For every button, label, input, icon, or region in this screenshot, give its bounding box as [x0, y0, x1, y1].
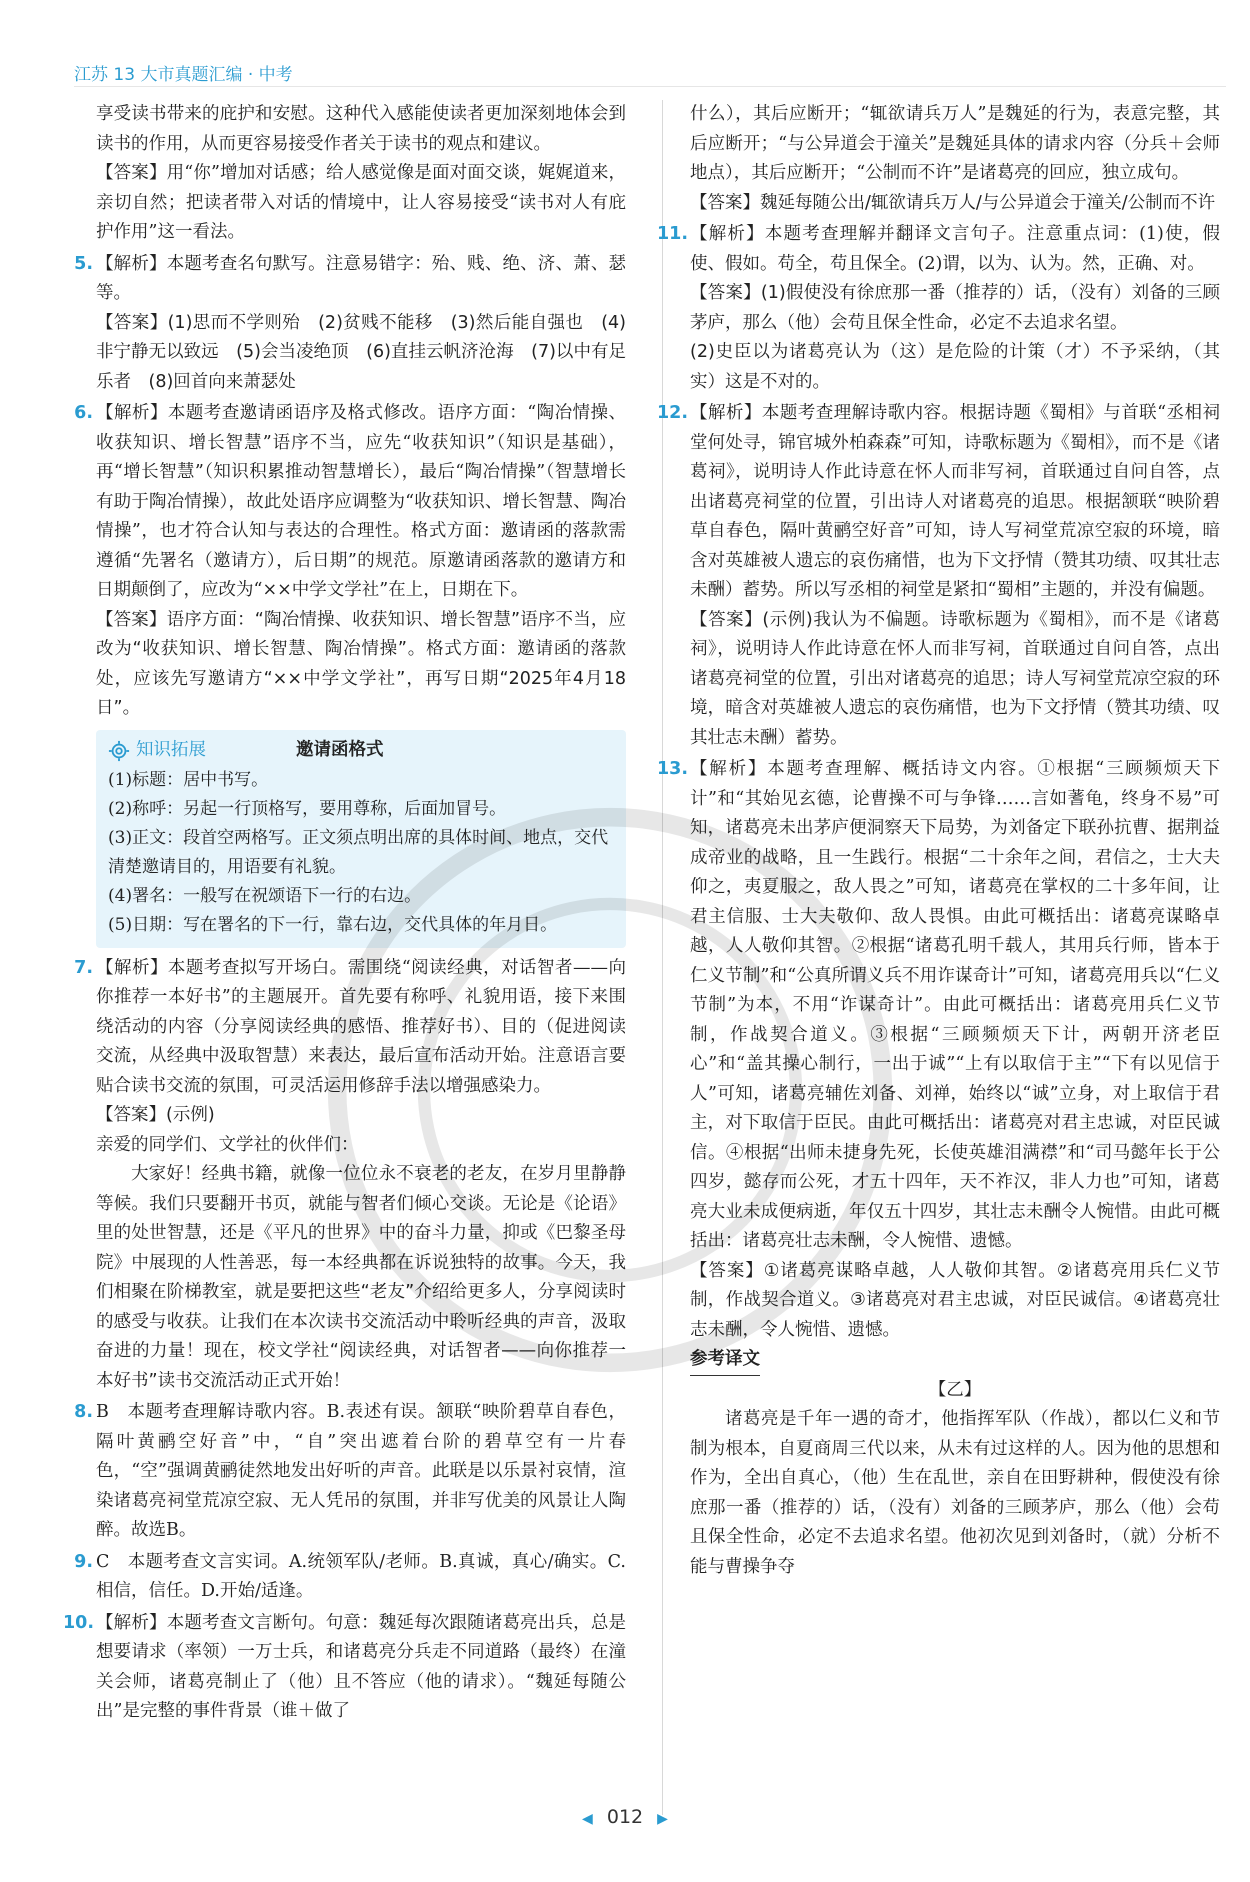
q7-body: 大家好！经典书籍，就像一位位永不衰老的老友，在岁月里静静等候。我们只要翻开书页，就能与智者们倾心交谈。无论是《论语》里的处世智慧，还是《平凡的世界》中的奋斗力量，抑或《巴黎圣母院》中展现的人性善恶，每一本经典都在诉说独特的故事。今天，我们相聚在阶梯教室，就是要把这些“老友”介绍给更多人，分享阅读时的感受与收获。让我们在本次读书交流活动中聆听经典的声音，汲取奋进的力量！现在，校文学社“阅读经典，对话智者——向你推荐一本好书”读书交流活动正式开始！	[96, 1164, 626, 1391]
question-number: 13.	[657, 759, 689, 779]
extension-line: (4)署名：一般写在祝颂语下一行的右边。	[108, 885, 422, 906]
q7-salutation: 亲爱的同学们、文学社的伙伴们：	[96, 1134, 359, 1155]
translation-text: 诸葛亮是千年一遇的奇才，他指挥军队（作战），都以仁义和节制为根本，自夏商周三代以来，从未有过这样的人。因为他的思想和作为，全出自真心，（他）生在乱世，亲自在田野耕种，假使没有徐庶那一番（推荐的）话，（没有）刘备的三顾茅庐，那么（他）会苟且保全性命，必定不去追求名望。他初次见到刘备时，（就）分析不能与曹操争夺	[690, 1409, 1220, 1577]
question-number: 8.	[74, 1402, 93, 1422]
question-8	[74, 1398, 626, 1546]
q10-text: 【解析】本题考查文言断句。句意：魏延每次跟随诸葛亮出兵，总是想要请求（率领）一万士兵，和诸葛亮分兵走不同道路（最终）在潼关会师，诸葛亮制止了（他）且不答应（他的请求）。“魏延每随公出”是完整的事件背景（谁＋做了	[96, 1612, 626, 1721]
extension-line: (1)标题：居中书写。	[108, 769, 269, 790]
question-number: 7.	[74, 957, 93, 978]
question-9	[74, 1548, 626, 1607]
question-number: 9.	[74, 1551, 93, 1572]
question-7	[74, 954, 626, 1397]
reference-translation	[690, 1345, 1220, 1582]
question-10	[63, 1609, 626, 1727]
extension-header	[108, 736, 616, 766]
question-number: 11.	[657, 224, 689, 244]
q12-analysis: 【解析】本题考查理解诗歌内容。根据诗题《蜀相》与首联“丞相祠堂何处寻，锦官城外柏森森”可知，诗歌标题为《蜀相》，而不是《诸葛祠》，说明诗人作此诗意在怀人而非写祠，首联通过自问自答，点出诸葛亮祠堂的位置，引出诗人对诸葛亮的追思。根据颔联“映阶碧草自春色，隔叶黄鹂空好音”可知，诗人写祠堂荒凉空寂的环境，暗含对英雄被人遗忘的哀伤痛惜，也为下文抒情（赞其功绩、叹其壮志未酬）蓄势。所以写丞相的祠堂是紧扣“蜀相”主题的，并没有偏题。	[690, 403, 1220, 600]
extension-label: 知识拓展	[136, 739, 206, 760]
q4-answer: 【答案】用“你”增加对话感；给人感觉像是面对面交谈，娓娓道来，亲切自然；把读者带入对话的情境中，让人容易接受“读书对人有庇护作用”这一看法。	[96, 163, 626, 242]
extension-line: (3)正文：段首空两格写。正文须点明出席的具体时间、地点，交代清楚邀请目的，用语要有礼貌。	[108, 827, 609, 877]
q10-tail-text: 什么），其后应断开；“辄欲请兵万人”是魏延的行为，表意完整，其后应断开；“与公异道会于潼关”是魏延具体的请求内容（分兵＋会师地点），其后应断开；“公制而不许”是诸葛亮的回应，独立成句。	[690, 104, 1220, 183]
question-12	[657, 399, 1220, 753]
question-number: 5.	[74, 253, 93, 274]
question-6	[74, 399, 626, 724]
q10-answer: 【答案】魏延每随公出/辄欲请兵万人/与公异道会于潼关/公制而不许	[690, 192, 1216, 213]
question-number: 12.	[657, 403, 689, 423]
q6-answer: 【答案】语序方面：“陶冶情操、收获知识、增长智慧”语序不当，应改为“收获知识、增长智慧、陶冶情操”。格式方面：邀请函的落款处，应该先写邀请方“××中学文学社”，再写日期“2025年4月18日”。	[96, 609, 626, 718]
q9-text: C 本题考查文言实词。A.统领军队/老师。B.真诚，真心/确实。C.相信，信任。D.开始/适逢。	[96, 1551, 626, 1601]
extension-line: (5)日期：写在署名的下一行，靠右边，交代具体的年月日。	[108, 914, 558, 935]
next-arrow-icon[interactable]: ▶	[657, 1811, 668, 1827]
column-divider	[662, 100, 663, 1815]
extension-line: (2)称呼：另起一行顶格写，要用尊称，后面加冒号。	[108, 798, 507, 819]
translation-heading: 【乙】	[928, 1379, 982, 1400]
page-number-bar	[0, 1806, 1250, 1828]
question-11	[657, 220, 1220, 397]
question-5	[74, 250, 626, 398]
prev-arrow-icon[interactable]: ◀	[582, 1811, 593, 1827]
question-13	[657, 755, 1220, 1345]
q6-analysis: 【解析】本题考查邀请函语序及格式修改。语序方面：“陶冶情操、收获知识、增长智慧”语序不当，应先“收获知识”（知识是基础），再“增长智慧”（知识积累推动智慧增长），最后“陶冶情操”（智慧增长有助于陶冶情操），故此处语序应调整为“收获知识、增长智慧、陶冶情操”，也才符合认知与表达的合理性。格式方面：邀请函的落款需遵循“先署名（邀请方），后日期”的规范。原邀请函落款的邀请方和日期颠倒了，应改为“××中学文学社”在上，日期在下。	[96, 403, 626, 600]
q5-analysis: 【解析】本题考查名句默写。注意易错字：殆、贱、绝、济、萧、瑟等。	[96, 253, 626, 303]
q11-answer-2: (2)史臣以为诸葛亮认为（这）是危险的计策（才）不予采纳，（其实）这是不对的。	[690, 342, 1220, 392]
q7-answer-tag: 【答案】(示例)	[96, 1105, 215, 1125]
translation-tag: 参考译文	[690, 1345, 760, 1376]
header-rule	[74, 86, 1226, 87]
q7-analysis: 【解析】本题考查拟写开场白。需围绕“阅读经典，对话智者——向你推荐一本好书”的主题展开。首先要有称呼、礼貌用语，接下来围绕活动的内容（分享阅读经典的感悟、推荐好书）、目的（促进阅读交流，从经典中汲取智慧）来表达，最后宣布活动开始。注意语言要贴合读书交流的氛围，可灵活运用修辞手法以增强感染力。	[96, 957, 626, 1096]
question-number: 10.	[63, 1612, 95, 1633]
q11-answer: 【答案】(1)假使没有徐庶那一番（推荐的）话，（没有）刘备的三顾茅庐，那么（他）会苟且保全性命，必定不去追求名望。	[690, 283, 1220, 333]
right-column	[657, 100, 1220, 1582]
page-header: 江苏 13 大市真题汇编 · 中考	[74, 65, 293, 85]
q8-text: B 本题考查理解诗歌内容。B.表述有误。颔联“映阶碧草自春色，隔叶黄鹂空好音”中，“自”突出遮着台阶的碧草空有一片春色，“空”强调黄鹂徒然地发出好听的声音。此联是以乐景衬哀情，渲染诸葛亮祠堂荒凉空寂、无人凭吊的氛围，并非写优美的风景让人陶醉。故选B。	[96, 1402, 626, 1540]
q13-analysis: 【解析】本题考查理解、概括诗文内容。①根据“三顾频烦天下计”和“其始见玄德，论曹操不可与争锋……言如蓍龟，终身不易”可知，诸葛亮未出茅庐便洞察天下局势，为刘备定下联孙抗曹、据荆益成帝业的战略，且一生践行。根据“二十余年之间，君信之，士大夫仰之，夷夏服之，敌人畏之”可知，诸葛亮在掌权的二十多年间，让君主信服、士大夫敬仰、敌人畏惧。由此可概括出：诸葛亮谋略卓越，人人敬仰其智。②根据“诸葛孔明千载人，其用兵行师，皆本于仁义节制”和“公真所谓义兵不用诈谋奇计”可知，诸葛亮用兵以“仁义节制”为本，不用“诈谋奇计”。由此可概括出：诸葛亮用兵仁义节制，作战契合道义。③根据“三顾频烦天下计，两朝开济老臣心”和“盖其操心制行，一出于诚”“上有以取信于主”“下有以见信于人”可知，诸葛亮辅佐刘备、刘禅，始终以“诚”立身，对上取信于君主，对下取信于臣民。由此可概括出：诸葛亮对君主忠诚，对臣民诚信。④根据“出师未捷身先死，长使英雄泪满襟”和“司马懿年长于公四岁，懿存而公死，才五十四年，天不祚汉，非人力也”可知，诸葛亮大业未成便病逝，年仅五十四岁，其壮志未酬令人惋惜。由此可概括出：诸葛亮壮志未酬，令人惋惜、遗憾。	[690, 759, 1220, 1251]
question-number: 6.	[74, 403, 93, 423]
knowledge-extension-box	[96, 730, 626, 948]
extension-title: 邀请函格式	[296, 739, 384, 760]
q4-tail-text: 享受读书带来的庇护和安慰。这种代入感能使读者更加深刻地体会到读书的作用，从而更容易接受作者关于读书的观点和建议。	[96, 104, 626, 154]
left-column	[63, 100, 626, 1727]
q5-answer: 【答案】(1)思而不学则殆 (2)贫贱不能移 (3)然后能自强也 (4)非宁静无以致远 (5)会当凌绝顶 (6)直挂云帆济沧海 (7)以中有足乐者 (8)回首向来萧瑟处	[96, 312, 626, 392]
q12-answer: 【答案】(示例)我认为不偏题。诗歌标题为《蜀相》，而不是《诸葛祠》，说明诗人作此诗意在怀人而非写祠，首联通过自问自答，点出诸葛亮祠堂的位置，引出对诸葛亮的追思；诗人写祠堂荒凉空寂的环境，暗含对英雄被人遗忘的哀伤痛惜，也为下文抒情（赞其功绩、叹其壮志未酬）蓄势。	[690, 609, 1220, 748]
q11-analysis: 【解析】本题考查理解并翻译文言句子。注意重点词：(1)使，假使、假如。苟全，苟且保全。(2)谓，以为、认为。然，正确、对。	[690, 224, 1220, 274]
q13-answer: 【答案】①诸葛亮谋略卓越，人人敬仰其智。②诸葛亮用兵仁义节制，作战契合道义。③诸葛亮对君主忠诚，对臣民诚信。④诸葛亮壮志未酬，令人惋惜、遗憾。	[690, 1260, 1220, 1340]
gear-icon	[108, 740, 130, 762]
page-number: 012	[606, 1806, 644, 1828]
